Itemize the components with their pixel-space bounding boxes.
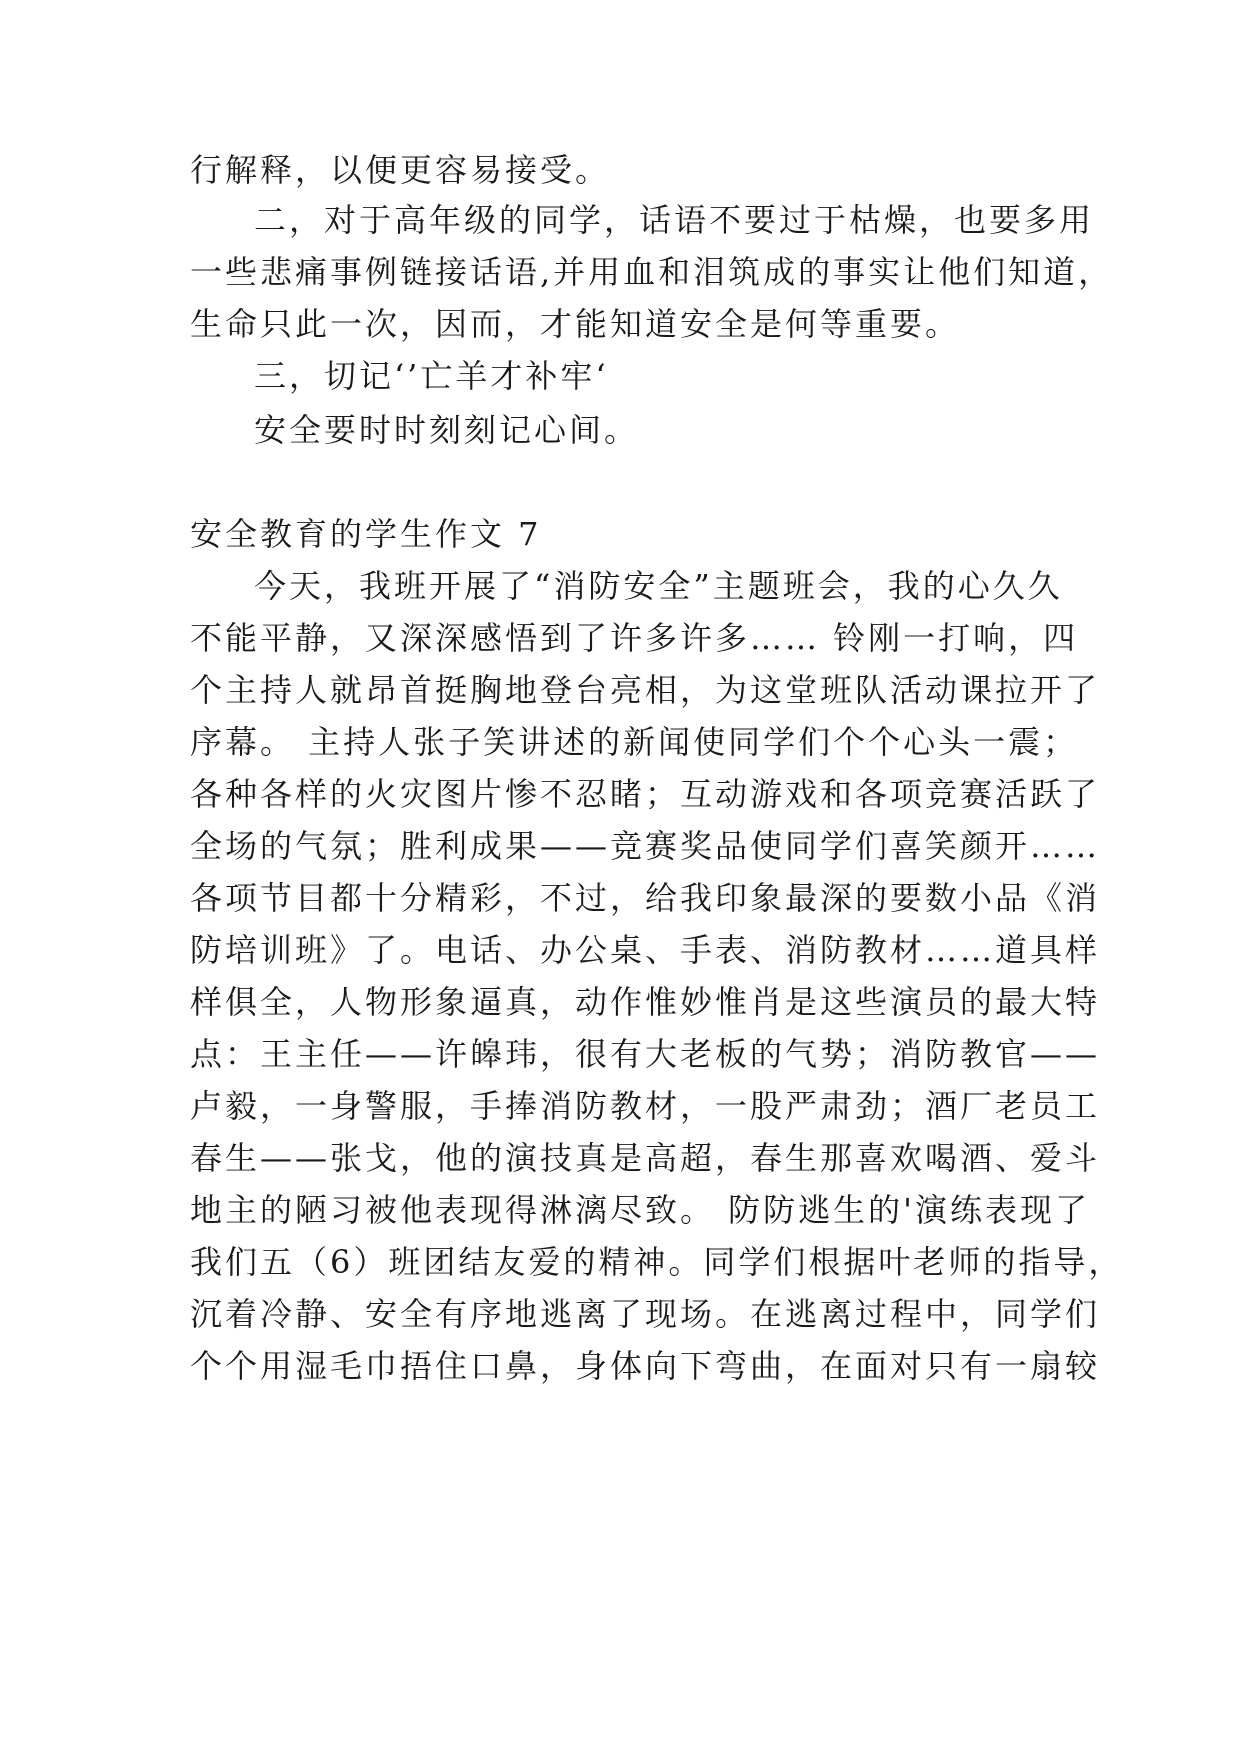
section-title: 安全教育的学生作文 7	[190, 515, 542, 553]
paragraph-line: 点：王主任——许皞玮，很有大老板的气势；消防教官——	[190, 1035, 1101, 1073]
paragraph-line: 行解释，以便更容易接受。	[190, 151, 611, 189]
paragraph-line: 沉着冷静、安全有序地逃离了现场。在逃离过程中，同学们	[190, 1295, 1101, 1333]
paragraph-line: 一些悲痛事例链接话语,并用血和泪筑成的事实让他们知道，	[190, 253, 1114, 291]
paragraph-line: 不能平静，又深深感悟到了许多许多…… 铃刚一打响，四	[190, 619, 1079, 657]
paragraph-line: 今天，我班开展了“消防安全”主题班会，我的心久久	[254, 567, 1063, 605]
paragraph-line: 全场的气氛；胜利成果——竞赛奖品使同学们喜笑颜开……	[190, 827, 1101, 865]
paragraph-line: 防培训班》了。电话、办公桌、手表、消防教材……道具样	[190, 931, 1101, 969]
paragraph-line: 生命只此一次，因而，才能知道安全是何等重要。	[190, 305, 961, 343]
paragraph-line: 各种各样的火灾图片惨不忍睹；互动游戏和各项竞赛活跃了	[190, 775, 1101, 813]
paragraph-line: 我们五（6）班团结友爱的精神。同学们根据叶老师的指导，	[190, 1243, 1124, 1281]
paragraph-line: 卢毅，一身警服，手捧消防教材，一股严肃劲；酒厂老员工	[190, 1087, 1101, 1125]
paragraph-line: 安全要时时刻刻记心间。	[254, 411, 640, 449]
paragraph-line: 地主的陋习被他表现得淋漓尽致。 防防逃生的'演练表现了	[190, 1191, 1090, 1229]
paragraph-line: 序幕。 主持人张子笑讲述的新闻使同学们个个心头一震；	[190, 723, 1079, 761]
paragraph-line: 样俱全，人物形象逼真，动作惟妙惟肖是这些演员的最大特	[190, 983, 1101, 1021]
paragraph-line: 个主持人就昂首挺胸地登台亮相，为这堂班队活动课拉开了	[190, 671, 1101, 709]
paragraph-line: 各项节目都十分精彩，不过，给我印象最深的要数小品《消	[190, 879, 1101, 917]
paragraph-line: 三，切记‘’亡羊才补牢‘	[254, 357, 609, 395]
paragraph-line: 个个用湿毛巾捂住口鼻，身体向下弯曲，在面对只有一扇较	[190, 1347, 1101, 1385]
paragraph-line: 春生——张戈，他的演技真是高超，春生那喜欢喝酒、爱斗	[190, 1139, 1101, 1177]
paragraph-line: 二，对于高年级的同学，话语不要过于枯燥，也要多用	[254, 201, 1095, 239]
